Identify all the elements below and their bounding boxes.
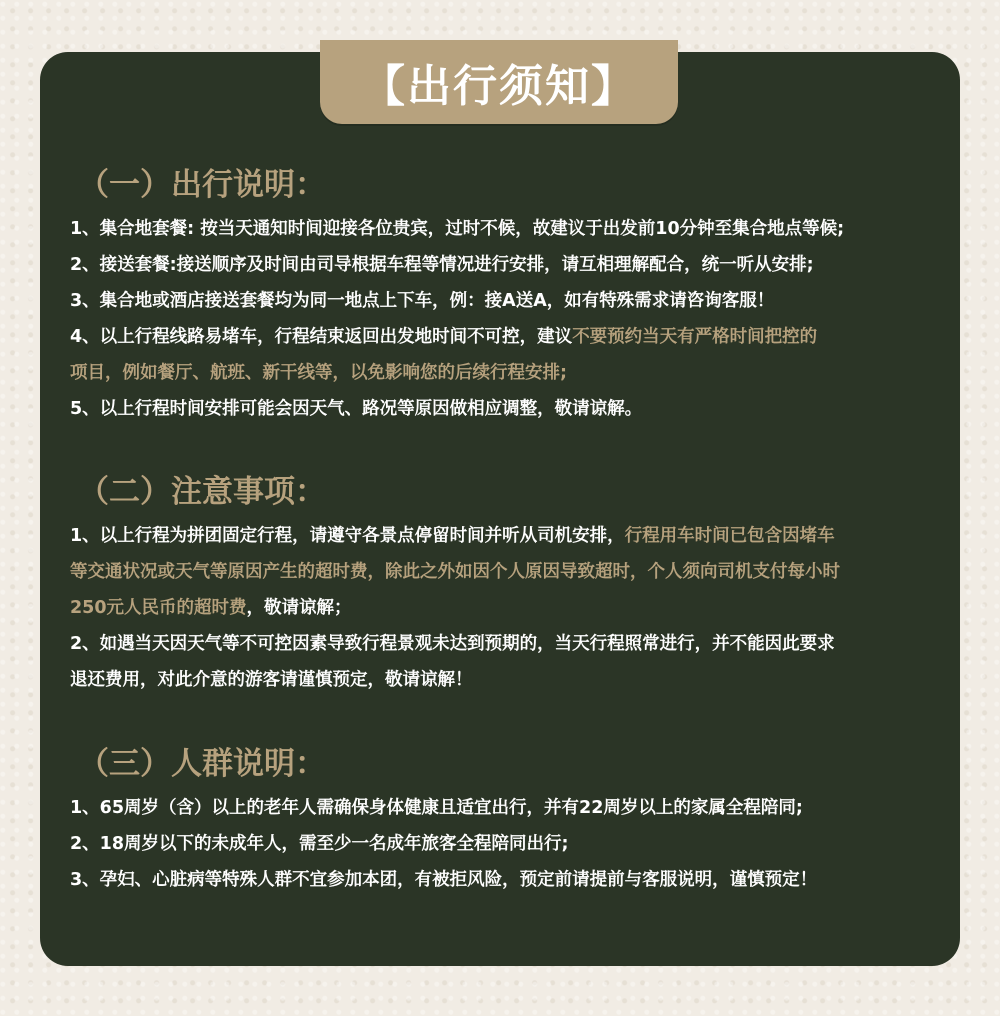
line-text: 1、集合地套餐: 按当天通知时间迎接各位贵宾，过时不候，故建议于出发前10分钟至集合地点等候; [70, 219, 845, 239]
line-text: 1、以上行程为拼团固定行程，请遵守各景点停留时间并听从司机安排， [70, 526, 625, 546]
list-item [70, 319, 950, 355]
list-item [70, 862, 950, 898]
list-item [70, 790, 950, 826]
section-heading: （二）注意事项： [78, 474, 326, 510]
page-title: 【出行须知】 [361, 61, 637, 112]
section-heading: （三）人群说明： [78, 746, 326, 782]
list-item [70, 247, 950, 283]
list-item [70, 590, 950, 626]
section-notes [70, 470, 950, 698]
section-lines [70, 211, 950, 427]
title-banner [320, 40, 678, 124]
list-item [70, 211, 950, 247]
list-item [70, 283, 950, 319]
line-text: 退还费用，对此介意的游客请谨慎预定，敬请谅解！ [70, 670, 473, 690]
line-text: ，敬请谅解； [246, 598, 352, 618]
line-text: 4、以上行程线路易堵车，行程结束返回出发地时间不可控，建议 [70, 327, 573, 347]
list-item [70, 391, 950, 427]
list-item [70, 826, 950, 862]
line-text: 5、以上行程时间安排可能会因天气、路况等原因做相应调整，敬请谅解。 [70, 399, 643, 419]
section-lines [70, 518, 950, 698]
section-crowd-instructions [70, 742, 950, 898]
line-text: 250元人民币的超时费 [70, 598, 247, 618]
section-lines [70, 790, 950, 898]
list-item [70, 626, 950, 662]
section-heading: （一）出行说明： [78, 167, 326, 203]
list-item [70, 355, 950, 391]
line-text: 等交通状况或天气等原因产生的超时费，除此之外如因个人原因导致超时，个人须向司机支付每小时 [70, 562, 840, 582]
line-text: 项目，例如餐厅、航班、新干线等，以免影响您的后续行程安排; [70, 363, 567, 383]
line-text: 3、集合地或酒店接送套餐均为同一地点上下车，例：接A送A，如有特殊需求请咨询客服！ [70, 291, 775, 311]
line-text: 3、孕妇、心脏病等特殊人群不宜参加本团，有被拒风险，预定前请提前与客服说明，谨慎预定！ [70, 870, 818, 890]
list-item [70, 662, 950, 698]
line-text: 2、如遇当天因天气等不可控因素导致行程景观未达到预期的，当天行程照常进行，并不能因此要求 [70, 634, 835, 654]
line-text: 2、18周岁以下的未成年人，需至少一名成年旅客全程陪同出行; [70, 834, 569, 854]
line-text: 1、65周岁（含）以上的老年人需确保身体健康且适宜出行，并有22周岁以上的家属全程陪同; [70, 798, 803, 818]
list-item [70, 554, 950, 590]
line-text: 行程用车时间已包含因堵车 [624, 526, 835, 546]
line-text: 2、接送套餐:接送顺序及时间由司导根据车程等情况进行安排，请互相理解配合，统一听从安排; [70, 255, 814, 275]
section-travel-instructions [70, 163, 950, 427]
line-text: 不要预约当天有严格时间把控的 [572, 327, 818, 347]
list-item [70, 518, 950, 554]
